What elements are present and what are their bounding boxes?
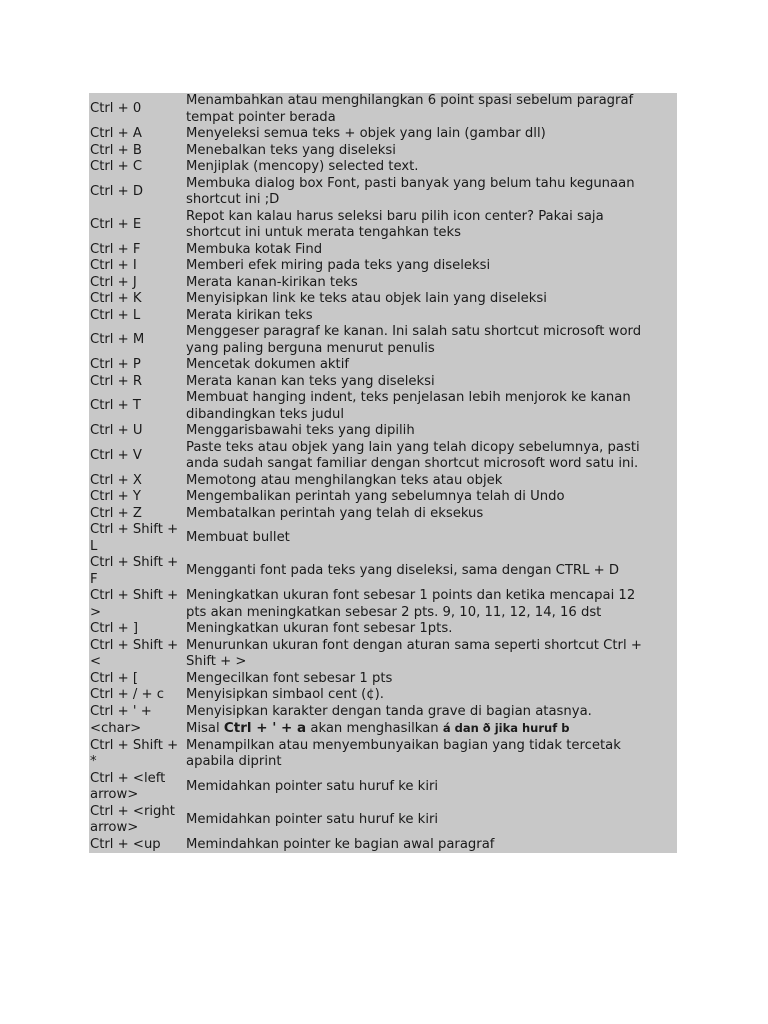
shortcut-row	[89, 440, 677, 473]
shortcut-description: Merata kanan kan teks yang diseleksi	[186, 373, 435, 389]
shortcut-description: Menyisipkan simbaol cent (¢).	[186, 687, 384, 702]
shortcut-description: apabila diprint	[186, 754, 282, 769]
shortcut-description: Menyisipkan karakter dengan tanda grave di bagian atasnya.	[186, 703, 592, 719]
shortcut-description: Memberi efek miring pada teks yang diseleksi	[186, 258, 491, 273]
shortcut-description-cell	[184, 390, 677, 423]
shortcut-row	[89, 489, 677, 506]
shortcut-row	[89, 242, 677, 259]
shortcut-description: Memidahkan pointer satu huruf ke kiri	[186, 811, 439, 827]
shortcut-row	[89, 176, 677, 209]
shortcut-key-cell	[89, 357, 184, 374]
shortcut-key: Ctrl + V	[90, 447, 142, 463]
shortcut-key-cell	[89, 440, 184, 473]
shortcut-row	[89, 291, 677, 308]
shortcut-description-cell	[184, 258, 677, 275]
shortcut-table-container	[89, 93, 677, 853]
shortcut-row	[89, 324, 677, 357]
shortcut-description: tempat pointer berada	[186, 109, 336, 125]
shortcut-description-cell	[184, 687, 677, 704]
shortcut-description-cell	[184, 771, 677, 804]
example-middle: akan menghasilkan	[306, 721, 443, 736]
shortcut-description: yang paling berguna menurut penulis	[186, 340, 435, 356]
shortcut-row	[89, 308, 677, 325]
shortcut-key: Ctrl + C	[90, 159, 143, 174]
shortcut-row	[89, 143, 677, 160]
shortcut-key-cell	[89, 671, 184, 688]
shortcut-key-cell	[89, 837, 184, 854]
shortcut-description-cell	[184, 738, 677, 771]
shortcut-description-cell	[184, 588, 677, 621]
shortcut-row	[89, 390, 677, 423]
shortcut-key: Ctrl + Y	[90, 489, 141, 504]
shortcut-key-cell	[89, 209, 184, 242]
shortcut-row	[89, 275, 677, 292]
shortcut-key: Ctrl + U	[90, 423, 143, 438]
shortcut-description-cell	[184, 704, 677, 738]
shortcut-row	[89, 704, 677, 738]
shortcut-key-cell	[89, 324, 184, 357]
example-keys: Ctrl + ' + a	[223, 720, 307, 736]
shortcut-description: Meningkatkan ukuran font sebesar 1 points dan ketika mencapai 12	[186, 588, 636, 603]
shortcut-description: shortcut ini untuk merata tengahkan teks	[186, 225, 461, 240]
shortcut-row	[89, 258, 677, 275]
shortcut-key-cell	[89, 621, 184, 638]
shortcut-key: Ctrl + Shift +	[90, 522, 179, 537]
shortcut-description-cell	[184, 804, 677, 837]
shortcut-key: Ctrl + ]	[90, 621, 139, 636]
shortcut-description: Memindahkan pointer ke bagian awal paragraf	[186, 836, 495, 852]
shortcut-row	[89, 209, 677, 242]
shortcut-description: Membuka kotak Find	[186, 241, 323, 257]
shortcut-description: Menampilkan atau menyembunyaikan bagian yang tidak tercetak	[186, 737, 621, 753]
shortcut-key: Ctrl + ' +	[90, 704, 152, 719]
shortcut-key-cell	[89, 159, 184, 176]
shortcut-key-cell	[89, 738, 184, 771]
shortcut-key: Ctrl + <up	[90, 836, 161, 852]
shortcut-key: F	[90, 571, 98, 587]
shortcut-key: Ctrl + I	[90, 258, 137, 273]
shortcut-key: *	[90, 754, 97, 769]
shortcut-description: Menyeleksi semua teks + objek yang lain (gambar dll)	[186, 126, 546, 141]
shortcut-description-cell	[184, 555, 677, 588]
shortcut-description-cell	[184, 621, 677, 638]
example-result: á dan ð jika huruf b	[442, 721, 570, 735]
shortcut-row	[89, 473, 677, 490]
shortcut-description-cell	[184, 275, 677, 292]
shortcut-key: Ctrl + K	[90, 291, 142, 306]
shortcut-key-cell	[89, 588, 184, 621]
shortcut-key: Ctrl + <left	[90, 770, 166, 786]
shortcut-description-cell	[184, 374, 677, 391]
shortcut-description-cell	[184, 324, 677, 357]
shortcut-key-cell	[89, 771, 184, 804]
shortcut-row	[89, 671, 677, 688]
shortcut-key-cell	[89, 687, 184, 704]
shortcut-description-cell	[184, 176, 677, 209]
shortcut-description: Meningkatkan ukuran font sebesar 1pts.	[186, 621, 453, 636]
shortcut-description: anda sudah sangat familiar dengan shortcut microsoft word satu ini.	[186, 456, 639, 471]
shortcut-key: Ctrl + E	[90, 216, 142, 232]
shortcut-row	[89, 555, 677, 588]
shortcut-row	[89, 159, 677, 176]
shortcut-key-cell	[89, 555, 184, 588]
shortcut-key-cell	[89, 258, 184, 275]
shortcut-description-cell	[184, 522, 677, 555]
shortcut-key: Ctrl + Shift +	[90, 555, 179, 570]
shortcut-description: shortcut ini ;D	[186, 192, 280, 207]
shortcut-description-cell	[184, 473, 677, 490]
shortcut-key-cell	[89, 242, 184, 259]
shortcut-description: Merata kirikan teks	[186, 307, 313, 323]
shortcut-key-cell	[89, 126, 184, 143]
shortcut-description-cell	[184, 291, 677, 308]
shortcut-key-cell	[89, 704, 184, 738]
shortcut-row	[89, 374, 677, 391]
shortcut-description-cell	[184, 126, 677, 143]
shortcut-key: Ctrl + <right	[90, 803, 175, 819]
shortcut-description: Menurunkan ukuran font dengan aturan sama seperti shortcut Ctrl +	[186, 637, 642, 653]
shortcut-key-cell	[89, 423, 184, 440]
shortcut-row	[89, 93, 677, 126]
shortcut-key: Ctrl + P	[90, 357, 141, 372]
shortcut-description-cell	[184, 159, 677, 176]
shortcut-row	[89, 126, 677, 143]
shortcut-key-cell	[89, 374, 184, 391]
shortcut-description: pts akan meningkatkan sebesar 2 pts. 9, 10, 11, 12, 14, 16 dst	[186, 604, 602, 620]
shortcut-description: Menggarisbawahi teks yang dipilih	[186, 423, 415, 438]
shortcut-key-cell	[89, 176, 184, 209]
shortcut-key: Ctrl + J	[90, 274, 137, 290]
shortcut-key-cell	[89, 522, 184, 555]
shortcut-description: Mencetak dokumen aktif	[186, 357, 350, 372]
shortcut-description: Menjiplak (mencopy) selected text.	[186, 159, 419, 174]
shortcut-key-cell	[89, 804, 184, 837]
shortcut-key-cell	[89, 143, 184, 160]
shortcut-key: Ctrl + A	[90, 126, 142, 141]
shortcut-key: L	[90, 538, 98, 554]
shortcut-key: Ctrl + D	[90, 183, 144, 199]
shortcut-key-cell	[89, 506, 184, 523]
shortcut-key-cell	[89, 473, 184, 490]
shortcut-row	[89, 588, 677, 621]
shortcut-description-cell	[184, 308, 677, 325]
shortcut-key-cell	[89, 638, 184, 671]
shortcut-table	[89, 93, 677, 853]
shortcut-description: Merata kanan-kirikan teks	[186, 274, 358, 290]
shortcut-description: Menyisipkan link ke teks atau objek lain yang diseleksi	[186, 291, 547, 306]
shortcut-key: >	[90, 604, 102, 620]
shortcut-description-cell	[184, 242, 677, 259]
shortcut-key: arrow>	[90, 820, 139, 835]
shortcut-description: Mengecilkan font sebesar 1 pts	[186, 670, 393, 686]
shortcut-description-cell	[184, 837, 677, 854]
shortcut-description: Memotong atau menghilangkan teks atau objek	[186, 472, 503, 488]
shortcut-description: Menambahkan atau menghilangkan 6 point spasi sebelum paragraf	[186, 93, 634, 108]
shortcut-key: Ctrl + T	[90, 398, 141, 414]
shortcut-description-cell	[184, 440, 677, 473]
shortcut-key: Ctrl + B	[90, 142, 142, 158]
shortcut-key: Ctrl + Shift +	[90, 737, 179, 753]
shortcut-description: Menebalkan teks yang diseleksi	[186, 142, 396, 158]
shortcut-description: Mengganti font pada teks yang diseleksi, sama dengan CTRL + D	[186, 563, 620, 579]
shortcut-row	[89, 804, 677, 837]
shortcut-key: Ctrl + X	[90, 472, 142, 488]
shortcut-key: Ctrl + M	[90, 332, 145, 348]
shortcut-row	[89, 423, 677, 440]
shortcut-table-body	[89, 93, 677, 853]
shortcut-description: dibandingkan teks judul	[186, 406, 345, 422]
shortcut-row	[89, 638, 677, 671]
shortcut-row	[89, 837, 677, 854]
shortcut-description-cell	[184, 357, 677, 374]
shortcut-key: Ctrl + / + c	[90, 687, 165, 702]
shortcut-key: Ctrl + R	[90, 373, 143, 389]
shortcut-key: arrow>	[90, 787, 139, 802]
shortcut-description: Membuka dialog box Font, pasti banyak yang belum tahu kegunaan	[186, 175, 635, 191]
shortcut-description: Mengembalikan perintah yang sebelumnya telah di Undo	[186, 489, 565, 504]
shortcut-description: Shift + >	[186, 654, 247, 669]
shortcut-key: Ctrl + Shift +	[90, 588, 179, 603]
shortcut-description: Memidahkan pointer satu huruf ke kiri	[186, 778, 439, 794]
shortcut-row	[89, 506, 677, 523]
shortcut-description: Menggeser paragraf ke kanan. Ini salah satu shortcut microsoft word	[186, 324, 642, 339]
shortcut-key: Ctrl + 0	[90, 101, 142, 117]
shortcut-row	[89, 621, 677, 638]
shortcut-key: Ctrl + Z	[90, 505, 142, 521]
shortcut-description-cell	[184, 506, 677, 523]
shortcut-description: Membuat hanging indent, teks penjelasan lebih menjorok ke kanan	[186, 390, 631, 405]
shortcut-key-cell	[89, 93, 184, 126]
shortcut-row	[89, 357, 677, 374]
shortcut-description-cell	[184, 489, 677, 506]
shortcut-description-cell	[184, 143, 677, 160]
shortcut-key-cell	[89, 308, 184, 325]
shortcut-key-cell	[89, 291, 184, 308]
shortcut-row	[89, 522, 677, 555]
shortcut-description-cell	[184, 423, 677, 440]
shortcut-description-cell	[184, 638, 677, 671]
shortcut-key-cell	[89, 489, 184, 506]
shortcut-key: Ctrl + F	[90, 241, 141, 257]
shortcut-row	[89, 738, 677, 771]
shortcut-key: Ctrl + [	[90, 670, 139, 686]
shortcut-key: Ctrl + Shift +	[90, 637, 179, 653]
shortcut-row	[89, 771, 677, 804]
shortcut-key: <	[90, 654, 102, 669]
shortcut-description-example	[186, 720, 677, 738]
shortcut-key-cell	[89, 275, 184, 292]
shortcut-description-cell	[184, 209, 677, 242]
shortcut-description-cell	[184, 671, 677, 688]
shortcut-description: Repot kan kalau harus seleksi baru pilih icon center? Pakai saja	[186, 208, 604, 224]
shortcut-description: Paste teks atau objek yang lain yang telah dicopy sebelumnya, pasti	[186, 439, 640, 455]
shortcut-key: <char>	[90, 720, 142, 736]
shortcut-key-cell	[89, 390, 184, 423]
shortcut-description: Membuat bullet	[186, 530, 290, 546]
example-prefix: Misal	[186, 721, 224, 736]
shortcut-description-cell	[184, 93, 677, 126]
shortcut-row	[89, 687, 677, 704]
shortcut-key: Ctrl + L	[90, 307, 141, 323]
shortcut-description: Membatalkan perintah yang telah di eksekus	[186, 505, 484, 521]
